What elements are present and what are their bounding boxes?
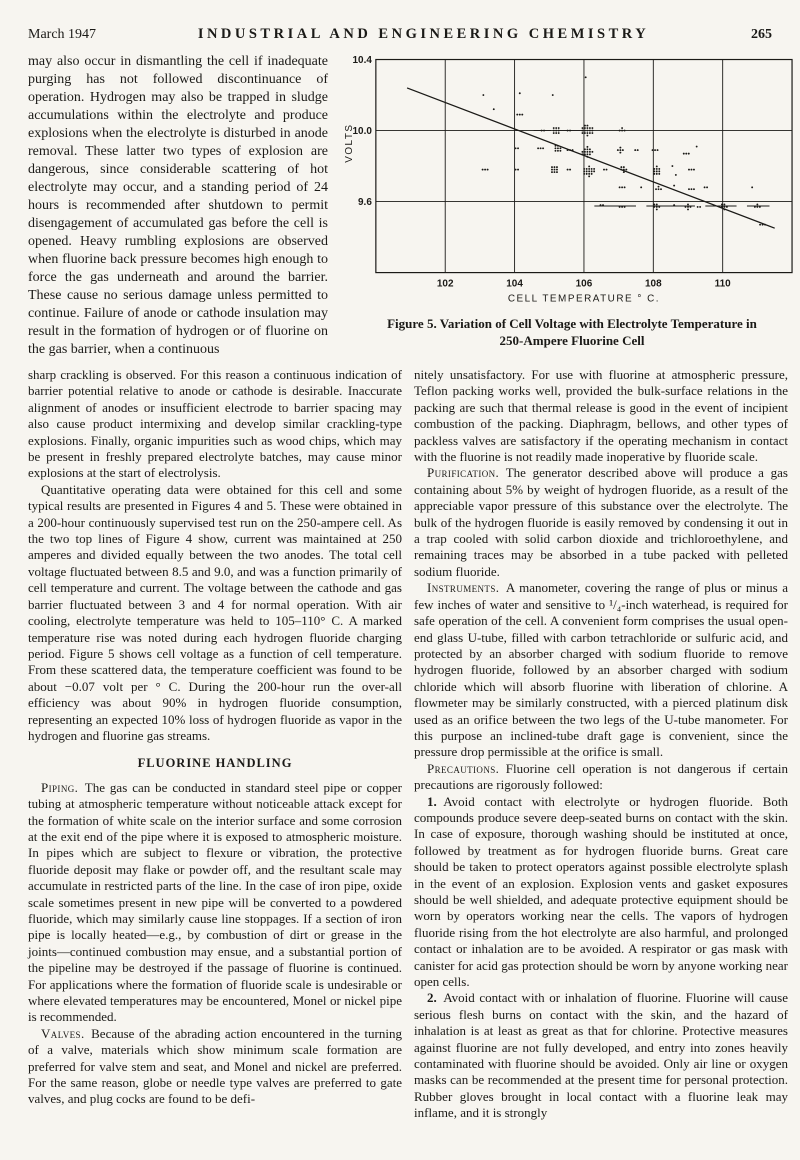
data-point-cluster [685, 203, 692, 210]
numbered-item-2 [414, 990, 788, 1121]
data-point-cluster [617, 147, 624, 154]
numbered-item-1 [414, 794, 788, 991]
paragraph: Quantitative operating data were obtained for this cell and some typical results are presented in Figures 4 and 5. These were obtained in a 200-hour continuously supervised test run on the 250-ampere cell. As the two top lines of Figure 4 show, current was maintained at 250 amperes and divided equally between the two anodes. The total cell voltage fluctuated between 8.5 and 9.0, and was a function primarily of cell temperature and current. The voltage between the cathode and gas barrier fluctuated between 3 and 4 for normal operation. With air cooling, electrolyte temperature was held to 105–110° C. A marked temperature rise was noted during each hydrogen fluoride charging period. Figure 5 shows cell voltage as a function of cell temperature. From these scattered data, the temperature coefficient was found to be about −0.07 volt per ° C. During the 200-hour run the over-all efficiency was about 90% in hydrogen fluoride consumption, representing an expected 10% loss of hydrogen fluoride as vapor in the hydrogen and fluorine gas streams. [28, 481, 402, 743]
left-column [28, 367, 402, 1122]
paragraph-text: The generator described above will produce a gas containing about 5% by weight of hydrogen fluoride, as a result of the appreciable vapor pressure of this substance over the electrolyte. The bulk of the hydrogen fluoride is easily removed by condensing it out in a trap cooled with solid carbon dioxide and trichloroethylene, and remaining traces may be absorbed in a tube packed with pelleted sodium fluoride. [414, 465, 788, 579]
data-point-cluster [688, 169, 695, 171]
paragraph-text: Because of the abrading action encountered in the turning of a valve, materials which show minimum scale formation are preferred for valve stem and seat, and Monel and nickel are preferred. For the same reason, globe or needle type valves are preferred to gate valves, and plug cocks are found to be defi- [28, 1025, 402, 1107]
data-point-cluster [619, 127, 626, 131]
paragraph-text: The gas can be conducted in standard steel pipe or copper tubing at atmospheric temperature without noticeable attack except for the formation of white scale on the interior surface and some corrosion at the exit end of the pipe where it is exposed to atmospheric moisture. In pipes which are subject to flexure or vibration, the protective fluoride deposit may flake or powder off, and the resultant scale may accumulate in restricted parts of the line. In the case of iron pipe, oxide scale sometimes present in new pipe will be converted to a powdered fluoride, which may similarly cause line stoppages. If a section of iron pipe is locally heated—e.g., by combustion of dirt or grease in the joints—continued combustion may ensue, and a substantial portion of the pipeline may be destroyed if the passage of fluorine is continued. For applications where the formation of fluoride scale is undesirable or where elevated temperatures may be encountered, Monel or nickel pipe is recommended. [28, 779, 402, 1025]
data-point-cluster [581, 146, 593, 158]
journal-date: March 1947 [28, 27, 97, 42]
svg-text:108: 108 [645, 278, 662, 290]
paragraph-instruments [414, 580, 788, 760]
data-point-cluster [634, 149, 638, 151]
right-column [414, 367, 788, 1122]
data-point-cluster [673, 185, 675, 187]
paragraph-text: Fluorine cell operation is not dangerous if certain precautions are rigorously followed: [414, 760, 788, 793]
data-point-cluster [581, 125, 593, 137]
svg-text:10.0: 10.0 [352, 126, 372, 138]
data-point-cluster [655, 186, 662, 190]
paragraph: nitely unsatisfactory. For use with fluorine at atmospheric pressure, Teflon packing works well, provided the bulk-surface relations in the packing are such that thermal release is good in the event of incipient combustion of the packing. Diaphragm, bellows, and other types of packless valves are satisfactory if the operating mechanism in contact with the fluorine is not readily made inoperative by fluoride scale. [414, 367, 788, 465]
figure-caption [342, 315, 800, 349]
paragraph-text: A manometer, covering the range of plus or minus a few inches of water and sensitive to ¹/₄-inch waterhead, is required for safe operation of the cell. A convenient form comprises the usual open-end glass U-tube, filled with carbon tetrachloride or sulfuric acid, and protected by an absorber charged with sodium fluoride to remove hydrogen fluoride, followed by an absorber charged with sodium chloride which will absorb fluorine with liberation of chlorine. A flowmeter may be similarly constructed, with a pierced platinum disk used as an orifice between the two legs of the U-tube manometer. For this purpose an inclined-tube draft gage is convenient, since the pressure drop permissible at the orifice is small. [414, 580, 788, 760]
data-point-cluster [751, 186, 753, 188]
gridlines [376, 60, 792, 273]
data-point-cluster [619, 186, 626, 188]
y-tick-labels [353, 55, 373, 208]
paragraph-piping [28, 780, 402, 1026]
data-point-cluster [652, 149, 659, 151]
data-point-cluster [675, 174, 677, 176]
data-point-cluster [567, 169, 571, 171]
figure-caption-line2: 250-Ampere Fluorine Cell [499, 333, 645, 348]
page-header [0, 0, 800, 43]
data-point-cluster [519, 92, 521, 94]
section-heading-fluorine-handling: FLUORINE HANDLING [137, 756, 293, 771]
figure-caption-line1: Figure 5. Variation of Cell Voltage with Electrolyte Temperature in [387, 316, 757, 331]
data-point-cluster [493, 108, 495, 110]
paragraph-precautions [414, 761, 788, 794]
x-axis-title: CELL TEMPERATURE ° C. [507, 293, 661, 305]
svg-text:106: 106 [575, 278, 593, 290]
x-tick-labels [437, 279, 731, 290]
data-point-cluster [673, 204, 675, 206]
scatter-chart [342, 53, 800, 305]
data-point-cluster [567, 149, 574, 151]
data-point-cluster [683, 153, 690, 155]
trend-line [407, 88, 775, 228]
paragraph: may also occur in dismantling the cell if inadequate purging has not followed discontinuance of operation. Hydrogen may also be trapped in sludge accumulations within the electrolyte and produce explosions when the electrolyte is disturbed in anode removal. These latter two types of explosion are dangerous, since considerable scattering of hot electrolyte may occur, and a standing period of 24 hours is recommended after shutdown to permit disengagement of accumulated gas before the cell is opened. Heavy rumbling explosions are observed when fluorine back pressure becomes high enough to force the gas underneath and around the barrier. These cause no serious damage unless permitted to continue. Failure of anode or cathode insulation may result in the formation of hydrogen or of fluorine on the gas barrier, when a continuous [28, 54, 328, 357]
data-point-cluster [537, 147, 544, 149]
y-axis-title: VOLTS [343, 123, 355, 163]
data-point-cluster [515, 147, 519, 149]
data-point-cluster [585, 76, 587, 78]
data-point-cluster [482, 94, 484, 96]
body-columns [0, 359, 800, 1122]
data-point-cluster [553, 127, 560, 134]
journal-title: INDUSTRIAL AND ENGINEERING CHEMISTRY [197, 26, 650, 42]
svg-text:10.4: 10.4 [352, 55, 372, 67]
run-in-head-piping: Piping. [41, 779, 79, 795]
svg-text:110: 110 [714, 278, 731, 290]
data-point-cluster [551, 166, 558, 173]
data-point-cluster [759, 224, 766, 226]
run-in-head-valves: Valves. [41, 1025, 85, 1041]
data-point-cluster [619, 206, 626, 208]
run-in-head-precautions: Precautions. [427, 760, 500, 776]
paragraph-text: Avoid contact with electrolyte or hydrogen fluoride. Both compounds produce severe deep-seated burns on contact with the skin. In case of exposure, thorough washing should be instituted at once, followed by treatment as for hydrogen fluoride burns. Great care should be taken to protect operators against possible electrolyte splash in the event of an explosion. Explosion vents and gasket exposures should be well shielded, and adequate protective equipment should be worn by operators working near the cells. The vapors of hydrogen fluoride rising from the hot electrolyte are also harmful, and prolonged contact or inhalation are to be avoided. A respirator or gas mask with canister for acid gas protection should be worn by anyone working near open cells. [414, 793, 788, 990]
data-points [482, 76, 766, 225]
data-point-cluster [552, 94, 554, 96]
item-number: 2. [427, 990, 437, 1006]
data-point-cluster [603, 169, 607, 171]
data-point-cluster [696, 146, 698, 148]
item-number: 1. [427, 793, 437, 809]
data-point-cluster [640, 186, 642, 188]
run-in-head-instruments: Instruments. [427, 580, 500, 596]
intro-column [28, 53, 328, 359]
top-section [0, 43, 800, 359]
data-point-cluster [653, 203, 660, 210]
data-point-cluster [583, 165, 595, 177]
svg-text:9.6: 9.6 [358, 197, 372, 209]
data-point-cluster [697, 206, 701, 208]
paragraph-text: Avoid contact with or inhalation of fluorine. Fluorine will cause serious flesh burns on contact with the skin, and the hazard of inhalation is at least as great as that for chlorine. Protective measures against fluorine are not fully developed, and entry into zones heavily contaminated with fluorine should be avoided. Only air line or oxygen masks can be recommended at the present time for personal protection. Rubber gloves brought in local contact with a fluorine leak may inflame, and it is strongly [414, 990, 788, 1121]
data-point-cluster [671, 165, 673, 167]
data-point-cluster [482, 169, 489, 171]
figure-5 [342, 53, 800, 359]
page-number: 265 [750, 27, 772, 42]
data-point-cluster [688, 188, 695, 190]
paragraph: sharp crackling is observed. For this reason a continuous indication of barrier potential relative to anode or cathode is desirable. Inaccurate alignment of anodes or insufficient electrode to barrier spacing may also cause product intermixing and develop similar crackling-type explosions. Finally, organic impurities such as wood chips, which may be present in freshly prepared electrolyte batches, may cause minor explosions at the start of electrolysis. [28, 367, 402, 481]
data-point-cluster [653, 165, 660, 174]
svg-text:104: 104 [506, 278, 523, 290]
data-point-cluster [515, 169, 519, 171]
data-point-cluster [704, 186, 708, 188]
dash-marks [534, 131, 770, 206]
svg-text:102: 102 [436, 278, 454, 290]
data-point-cluster [516, 114, 523, 116]
paragraph-valves [28, 1026, 402, 1108]
run-in-head-purification: Purification. [427, 465, 500, 481]
paragraph-purification [414, 465, 788, 580]
